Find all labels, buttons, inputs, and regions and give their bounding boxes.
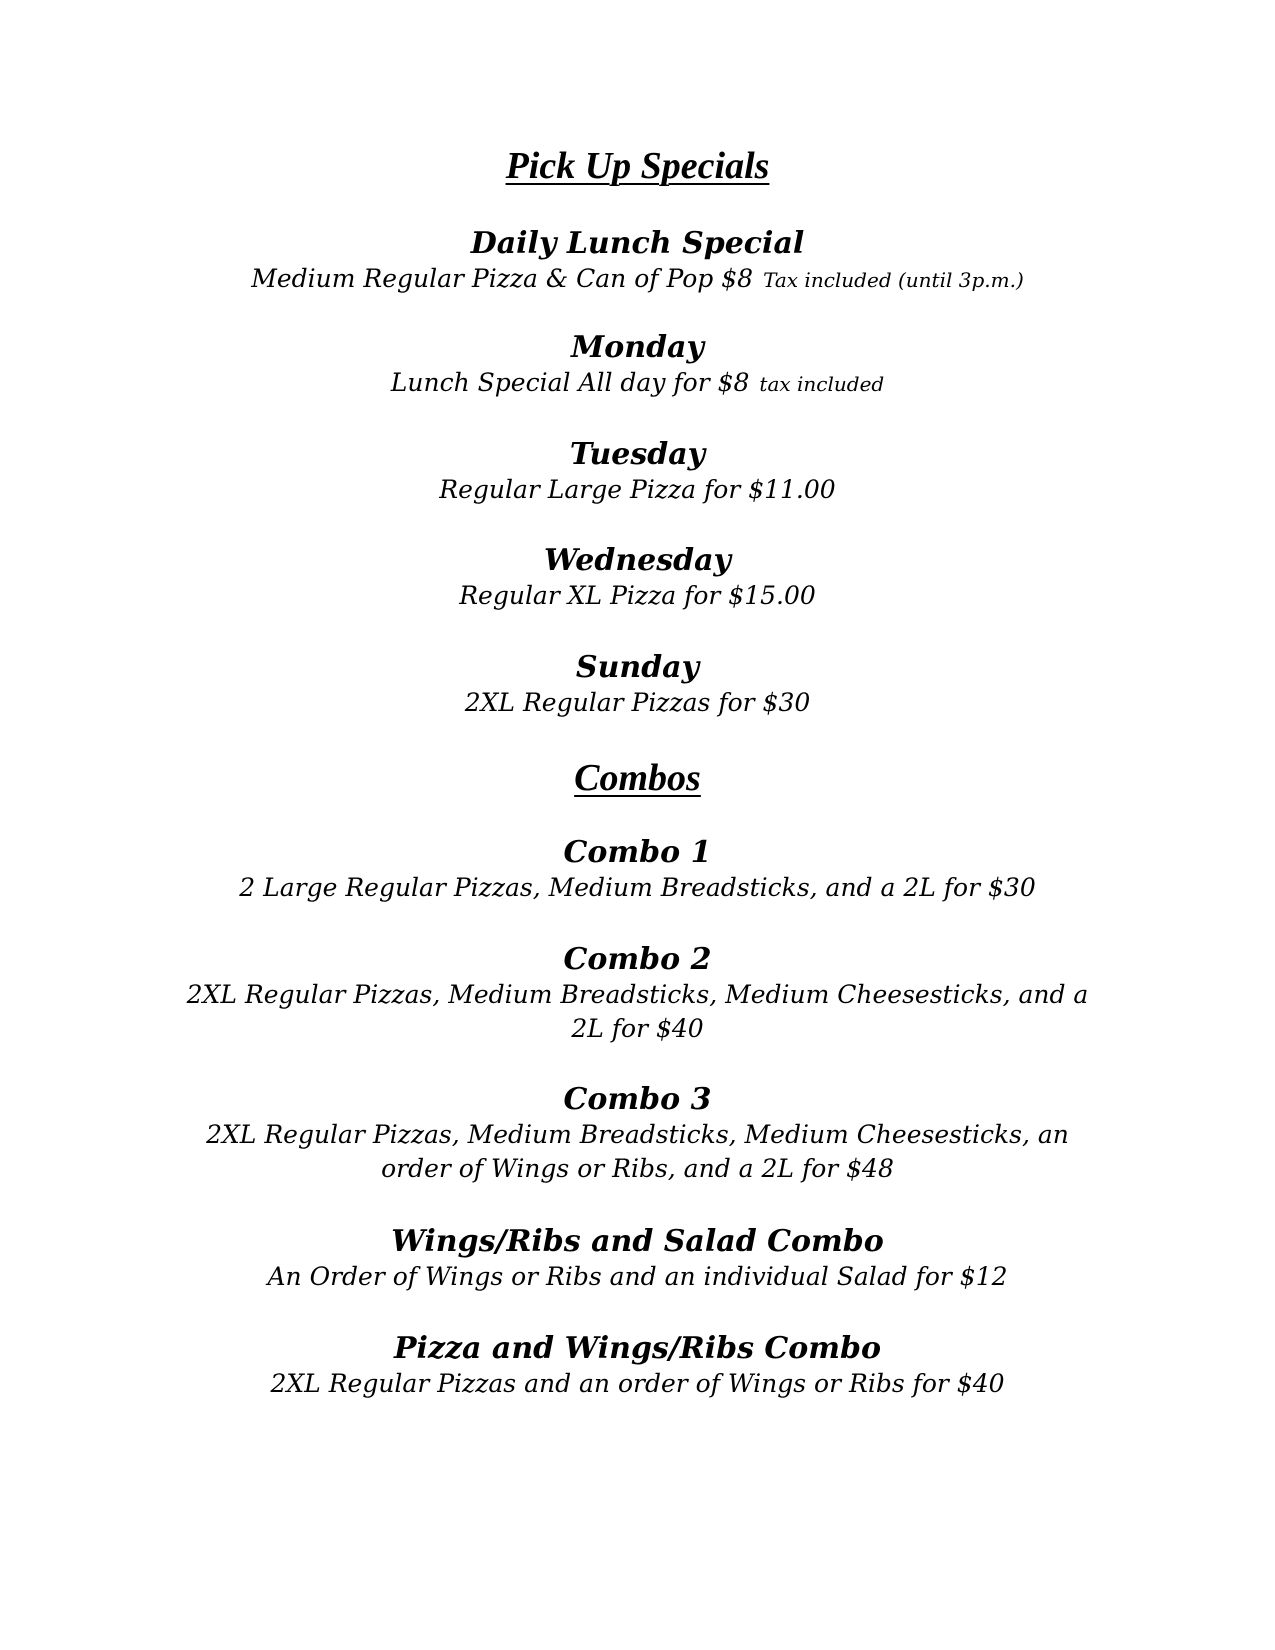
- menu-item-wings-ribs-salad-combo: [0, 1224, 1275, 1294]
- menu-item-title: Combo 3: [563, 1082, 712, 1117]
- menu-item-combo-2: [0, 942, 1275, 1046]
- menu-item-daily-lunch-special: [0, 226, 1275, 297]
- menu-item-description: 2XL Regular Pizzas for $30: [464, 688, 811, 717]
- menu-item-wednesday: [0, 543, 1275, 613]
- menu-item-tuesday: [0, 437, 1275, 507]
- menu-item-description: An Order of Wings or Ribs and an individual Salad for $12: [267, 1262, 1008, 1291]
- menu-item-title: Sunday: [575, 650, 700, 685]
- menu-item-description: Regular XL Pizza for $15.00: [459, 581, 816, 610]
- menu-item-title: Pizza and Wings/Ribs Combo: [393, 1331, 882, 1366]
- menu-item-description-text: Lunch Special All day for $8: [390, 368, 750, 397]
- menu-item-sunday: [0, 650, 1275, 720]
- menu-item-description: 2XL Regular Pizzas, Medium Breadsticks, Medium Cheesesticks, an order of Wings or Ribs, and a 2L for $48: [206, 1120, 1069, 1183]
- menu-item-pizza-wings-ribs-combo: [0, 1331, 1275, 1401]
- menu-item-title: Combo 1: [563, 835, 712, 870]
- menu-item-title: Monday: [571, 330, 704, 365]
- menu-item-description: 2XL Regular Pizzas, Medium Breadsticks, Medium Cheesesticks, and a 2L for $40: [186, 980, 1089, 1043]
- menu-item-title: Wings/Ribs and Salad Combo: [391, 1224, 884, 1259]
- menu-item-title: Daily Lunch Special: [470, 226, 805, 261]
- menu-item-combo-3: [0, 1082, 1275, 1186]
- menu-item-description-text: Medium Regular Pizza & Can of Pop $8: [251, 264, 754, 293]
- pick-up-specials-heading: Pick Up Specials: [505, 145, 770, 187]
- menu-item-description: [0, 262, 1275, 297]
- menu-item-title: Wednesday: [544, 543, 731, 578]
- menu-item-description: Regular Large Pizza for $11.00: [439, 475, 836, 504]
- combos-heading: Combos: [574, 757, 701, 799]
- menu-item-note: tax included: [759, 372, 885, 396]
- menu-item-title: Tuesday: [569, 437, 706, 472]
- menu-item-title: Combo 2: [563, 942, 712, 977]
- menu-item-description: [0, 366, 1275, 401]
- menu-item-note: Tax included (until 3p.m.): [763, 268, 1024, 292]
- menu-item-combo-1: [0, 835, 1275, 905]
- menu-item-description: 2 Large Regular Pizzas, Medium Breadsticks, and a 2L for $30: [239, 873, 1036, 902]
- menu-item-description: 2XL Regular Pizzas and an order of Wings or Ribs for $40: [270, 1369, 1005, 1398]
- menu-item-monday: [0, 330, 1275, 401]
